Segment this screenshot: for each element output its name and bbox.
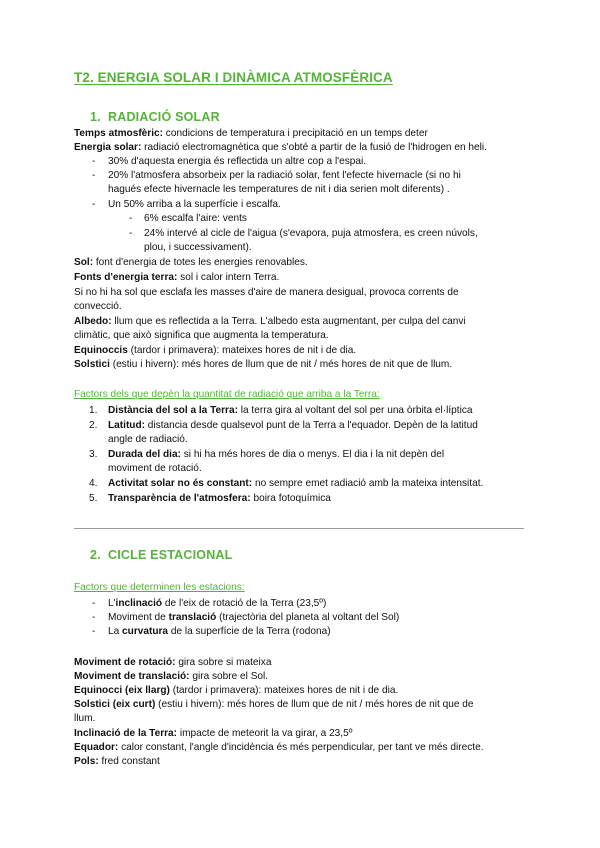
convection-text-a: Si no hi ha sol que esclafa les masses d'aire de manera desigual, provoca corrents de	[74, 287, 459, 298]
bullet-surface: Un 50% arriba a la superfície i escalfa.	[108, 199, 281, 210]
list-number: 5.	[89, 493, 98, 504]
list-number: 3.	[89, 449, 98, 460]
term-label: Solstici	[74, 359, 110, 370]
term-text: no sempre emet radiació amb la mateixa intensitat.	[252, 478, 484, 489]
factor-latitude-cont: angle de radiació.	[108, 434, 188, 445]
season-factor-inclination	[108, 597, 326, 610]
definition-solstici	[74, 358, 452, 371]
term-label: Moviment de rotació:	[74, 657, 176, 668]
section-1-title: RADIACIÓ SOLAR	[108, 110, 220, 124]
term-label: Albedo:	[74, 316, 112, 327]
term-text: (tardor i primavera): mateixes hores de nit i de dia.	[169, 685, 399, 696]
term-text: (tardor i primavera): mateixes hores de nit i de dia.	[127, 345, 357, 356]
definition-energia	[74, 141, 487, 154]
term-label: Sol:	[74, 257, 94, 268]
list-number: 4.	[89, 478, 98, 489]
text-part: Moviment de	[108, 612, 169, 623]
list-number: 1.	[89, 405, 98, 416]
term-label: Activitat solar no és constant:	[108, 478, 253, 489]
dash-marker: -	[92, 170, 96, 181]
definition-fonts	[74, 271, 279, 284]
term-label: translació	[168, 612, 217, 623]
convection-text-b: convecció.	[74, 301, 122, 312]
sub-bullet-water-a: 24% intervé al cicle de l'aigua (s'evapora, puja atmosfera, es creen núvols,	[144, 228, 478, 239]
term-label: Latitud:	[108, 420, 145, 431]
text-part: La	[108, 626, 123, 637]
definition-rotation	[74, 656, 271, 669]
term-text: calor constant, l'angle d'incidència és més perpendicular, per tant ve més directe.	[118, 742, 484, 753]
term-text: distancia desde qualsevol punt de la Terra a l'equador. Depèn de la latitud	[145, 420, 478, 431]
term-text: (estiu i hivern): més hores de llum que de nit / més hores de nit que de	[155, 699, 474, 710]
dash-marker: -	[129, 213, 133, 224]
definition-albedo	[74, 315, 466, 328]
text-part: de l'eix de rotació de la Terra (23,5º)	[162, 598, 327, 609]
dash-marker: -	[92, 199, 96, 210]
term-label: Solstici (eix curt)	[74, 699, 156, 710]
term-label: Temps atmosfèric:	[74, 128, 163, 139]
factor-solar-activity	[108, 477, 483, 490]
term-label: Fonts d'energia terra:	[74, 272, 178, 283]
factor-day-length	[108, 448, 444, 461]
term-text: impacte de meteorit la va girar, a 23,5º	[177, 728, 353, 739]
text-part: (trajectòria del planeta al voltant del Sol)	[216, 612, 400, 623]
section-2-heading	[90, 548, 233, 562]
definition-equinoccis	[74, 344, 356, 357]
text-part: de la superfície de la Terra (rodona)	[168, 626, 331, 637]
bullet-absorbed-b: hagués efecte hivernacle les temperatures de nit i dia serien molt diferents) .	[108, 184, 450, 195]
factor-transparency	[108, 492, 331, 505]
term-text: sol i calor intern Terra.	[177, 272, 280, 283]
list-number: 2.	[89, 420, 98, 431]
term-text: (estiu i hivern): més hores de llum que de nit / més hores de nit que de llum.	[109, 359, 453, 370]
section-1-heading	[90, 110, 220, 124]
term-text: font d'energia de totes les energies renovables.	[93, 257, 308, 268]
definition-albedo-cont: climàtic, que això significa que augmenta la temperatura.	[74, 330, 329, 341]
term-label: curvatura	[122, 626, 169, 637]
dash-marker: -	[129, 228, 133, 239]
term-label: Equador:	[74, 742, 119, 753]
definition-pols	[74, 755, 160, 768]
term-text: si hi ha més hores de dia o menys. El dia i la nit depèn del	[180, 449, 445, 460]
term-label: Equinoccis	[74, 345, 128, 356]
term-label: Inclinació de la Terra:	[74, 728, 178, 739]
term-text: gira sobre si mateixa	[175, 657, 272, 668]
dash-marker: -	[92, 598, 96, 609]
sub-bullet-water-b: plou, i successivament).	[144, 242, 252, 253]
factor-distance	[108, 404, 473, 417]
term-text: llum que es reflectida a la Terra. L'albedo esta augmentant, per culpa del canvi	[111, 316, 466, 327]
bullet-reflected: 30% d'aquesta energia és reflectida un altre cop a l'espai.	[108, 156, 367, 167]
term-text: la terra gira al voltant del sol per una òrbita el·líptica	[237, 405, 473, 416]
term-label: Durada del dia:	[108, 449, 181, 460]
section-2-number: 2.	[90, 548, 101, 562]
term-label: Energia solar:	[74, 142, 142, 153]
term-label: Moviment de translació:	[74, 671, 190, 682]
season-factor-translation	[108, 611, 399, 624]
term-text: fred constant	[98, 756, 160, 767]
factors-radiation-heading: Factors dels que depèn la quantitat de radiació que arriba a la Terra:	[74, 389, 380, 400]
section-divider	[74, 528, 524, 529]
term-label: inclinació	[115, 598, 163, 609]
definition-solstici-2-cont: llum.	[74, 713, 96, 724]
term-label: Pols:	[74, 756, 99, 767]
term-text: boira fotoquímica	[250, 493, 331, 504]
definition-inclination	[74, 727, 352, 740]
term-label: Distància del sol a la Terra:	[108, 405, 238, 416]
term-label: Transparència de l'atmosfera:	[108, 493, 251, 504]
dash-marker: -	[92, 156, 96, 167]
factor-latitude	[108, 419, 478, 432]
document-title: T2. ENERGIA SOLAR I DINÀMICA ATMOSFÈRICA	[74, 70, 393, 85]
sub-bullet-air: 6% escalfa l'aire: vents	[144, 213, 247, 224]
term-label: Equinocci (eix llarg)	[74, 685, 170, 696]
term-text: condicions de temperatura i precipitació en un temps deter	[163, 128, 428, 139]
definition-solstici-2	[74, 698, 473, 711]
term-text: radiació electromagnètica que s'obté a partir de la fusió de l'hidrogen en heli.	[141, 142, 487, 153]
bullet-absorbed-a: 20% l'atmosfera absorbeix per la radiació solar, fent l'efecte hivernacle (si no hi	[108, 170, 461, 181]
term-text: gira sobre el Sol.	[189, 671, 269, 682]
text-part: L'	[108, 598, 116, 609]
definition-sol	[74, 256, 308, 269]
section-1-number: 1.	[90, 110, 101, 124]
definition-translation	[74, 670, 268, 683]
section-2-title: CICLE ESTACIONAL	[108, 548, 233, 562]
definition-equador	[74, 741, 484, 754]
definition-equinocci	[74, 684, 398, 697]
dash-marker: -	[92, 612, 96, 623]
definition-temps	[74, 127, 428, 140]
season-factor-curvature	[108, 625, 331, 638]
dash-marker: -	[92, 626, 96, 637]
factor-day-length-cont: moviment de rotació.	[108, 463, 202, 474]
factors-seasons-heading: Factors que determinen les estacions:	[74, 582, 245, 593]
